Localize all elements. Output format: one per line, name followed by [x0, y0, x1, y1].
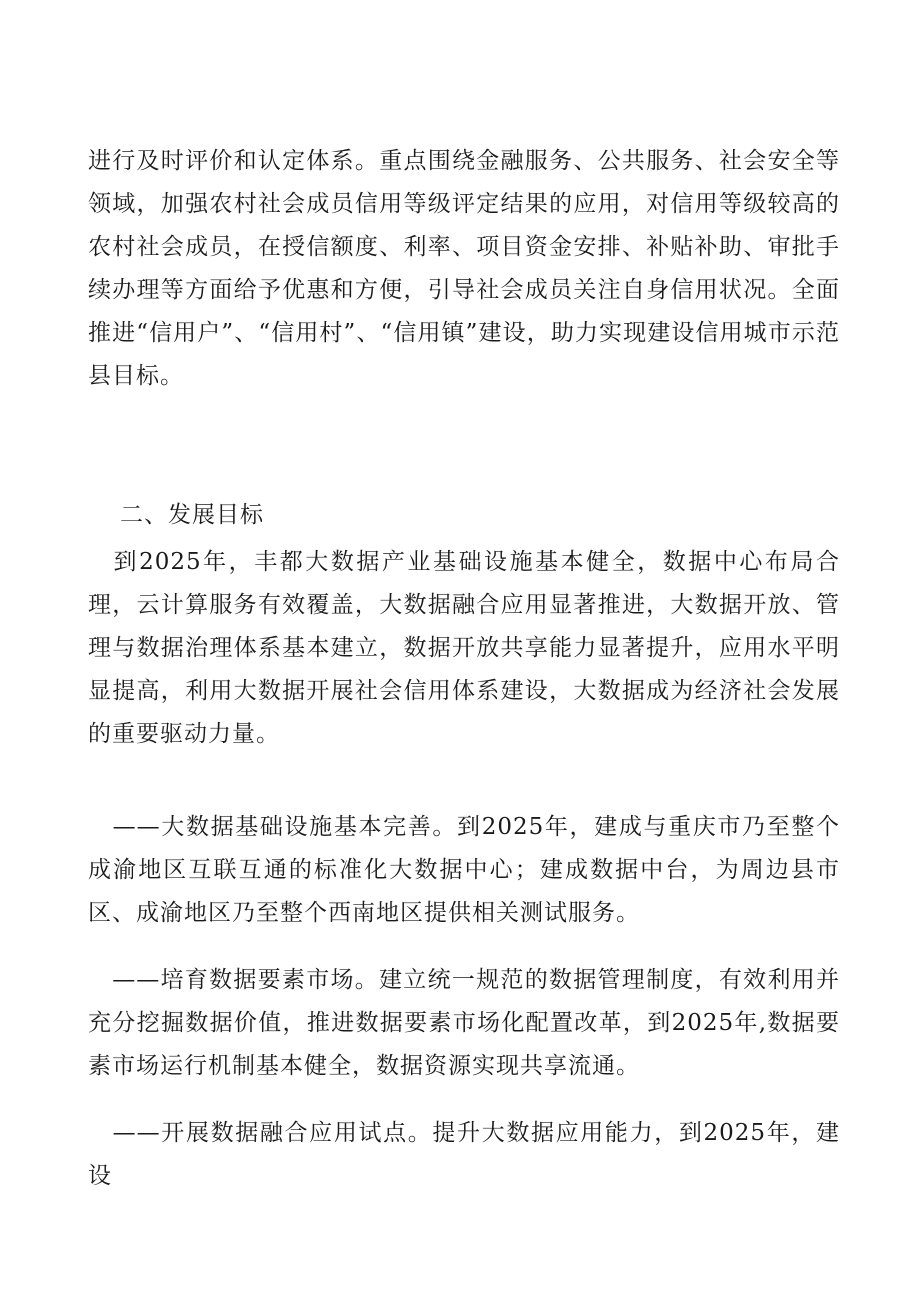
paragraph-goal-pilot: ——开展数据融合应用试点。提升大数据应用能力，到2025年，建设 — [88, 1120, 840, 1189]
paragraph-goal-data-market: ——培育数据要素市场。建立统一规范的数据管理制度，有效利用并充分挖掘数据价值，推进数据要素市场化配置改革，到2025年,数据要素市场运行机制基本健全，数据资源实现共享流通。 — [88, 967, 840, 1079]
paragraph-goals-overview: 到2025年，丰都大数据产业基础设施基本健全，数据中心布局合理，云计算服务有效覆盖，大数据融合应用显著推进，大数据开放、管理与数据治理体系基本建立，数据开放共享能力显著提升，应用水平明显提高，利用大数据开展社会信用体系建设，大数据成为经济社会发展的重要驱动力量。 — [88, 549, 840, 747]
paragraph-goal-infrastructure: ——大数据基础设施基本完善。到2025年，建成与重庆市乃至整个成渝地区互联互通的标准化大数据中心；建成数据中台，为周边县市区、成渝地区乃至整个西南地区提供相关测试服务。 — [88, 814, 840, 926]
paragraph-intro-continuation: 进行及时评价和认定体系。重点围绕金融服务、公共服务、社会安全等领域，加强农村社会成员信用等级评定结果的应用，对信用等级较高的农村社会成员，在授信额度、利率、项目资金安排、补贴补助、审批手续办理等方面给予优惠和方便，引导社会成员关注自身信用状况。全面推进“信用户”、“信用村”、“信用镇”建设，助力实现建设信用城市示范县目标。 — [88, 148, 840, 389]
section-heading: 二、发展目标 — [120, 502, 264, 528]
